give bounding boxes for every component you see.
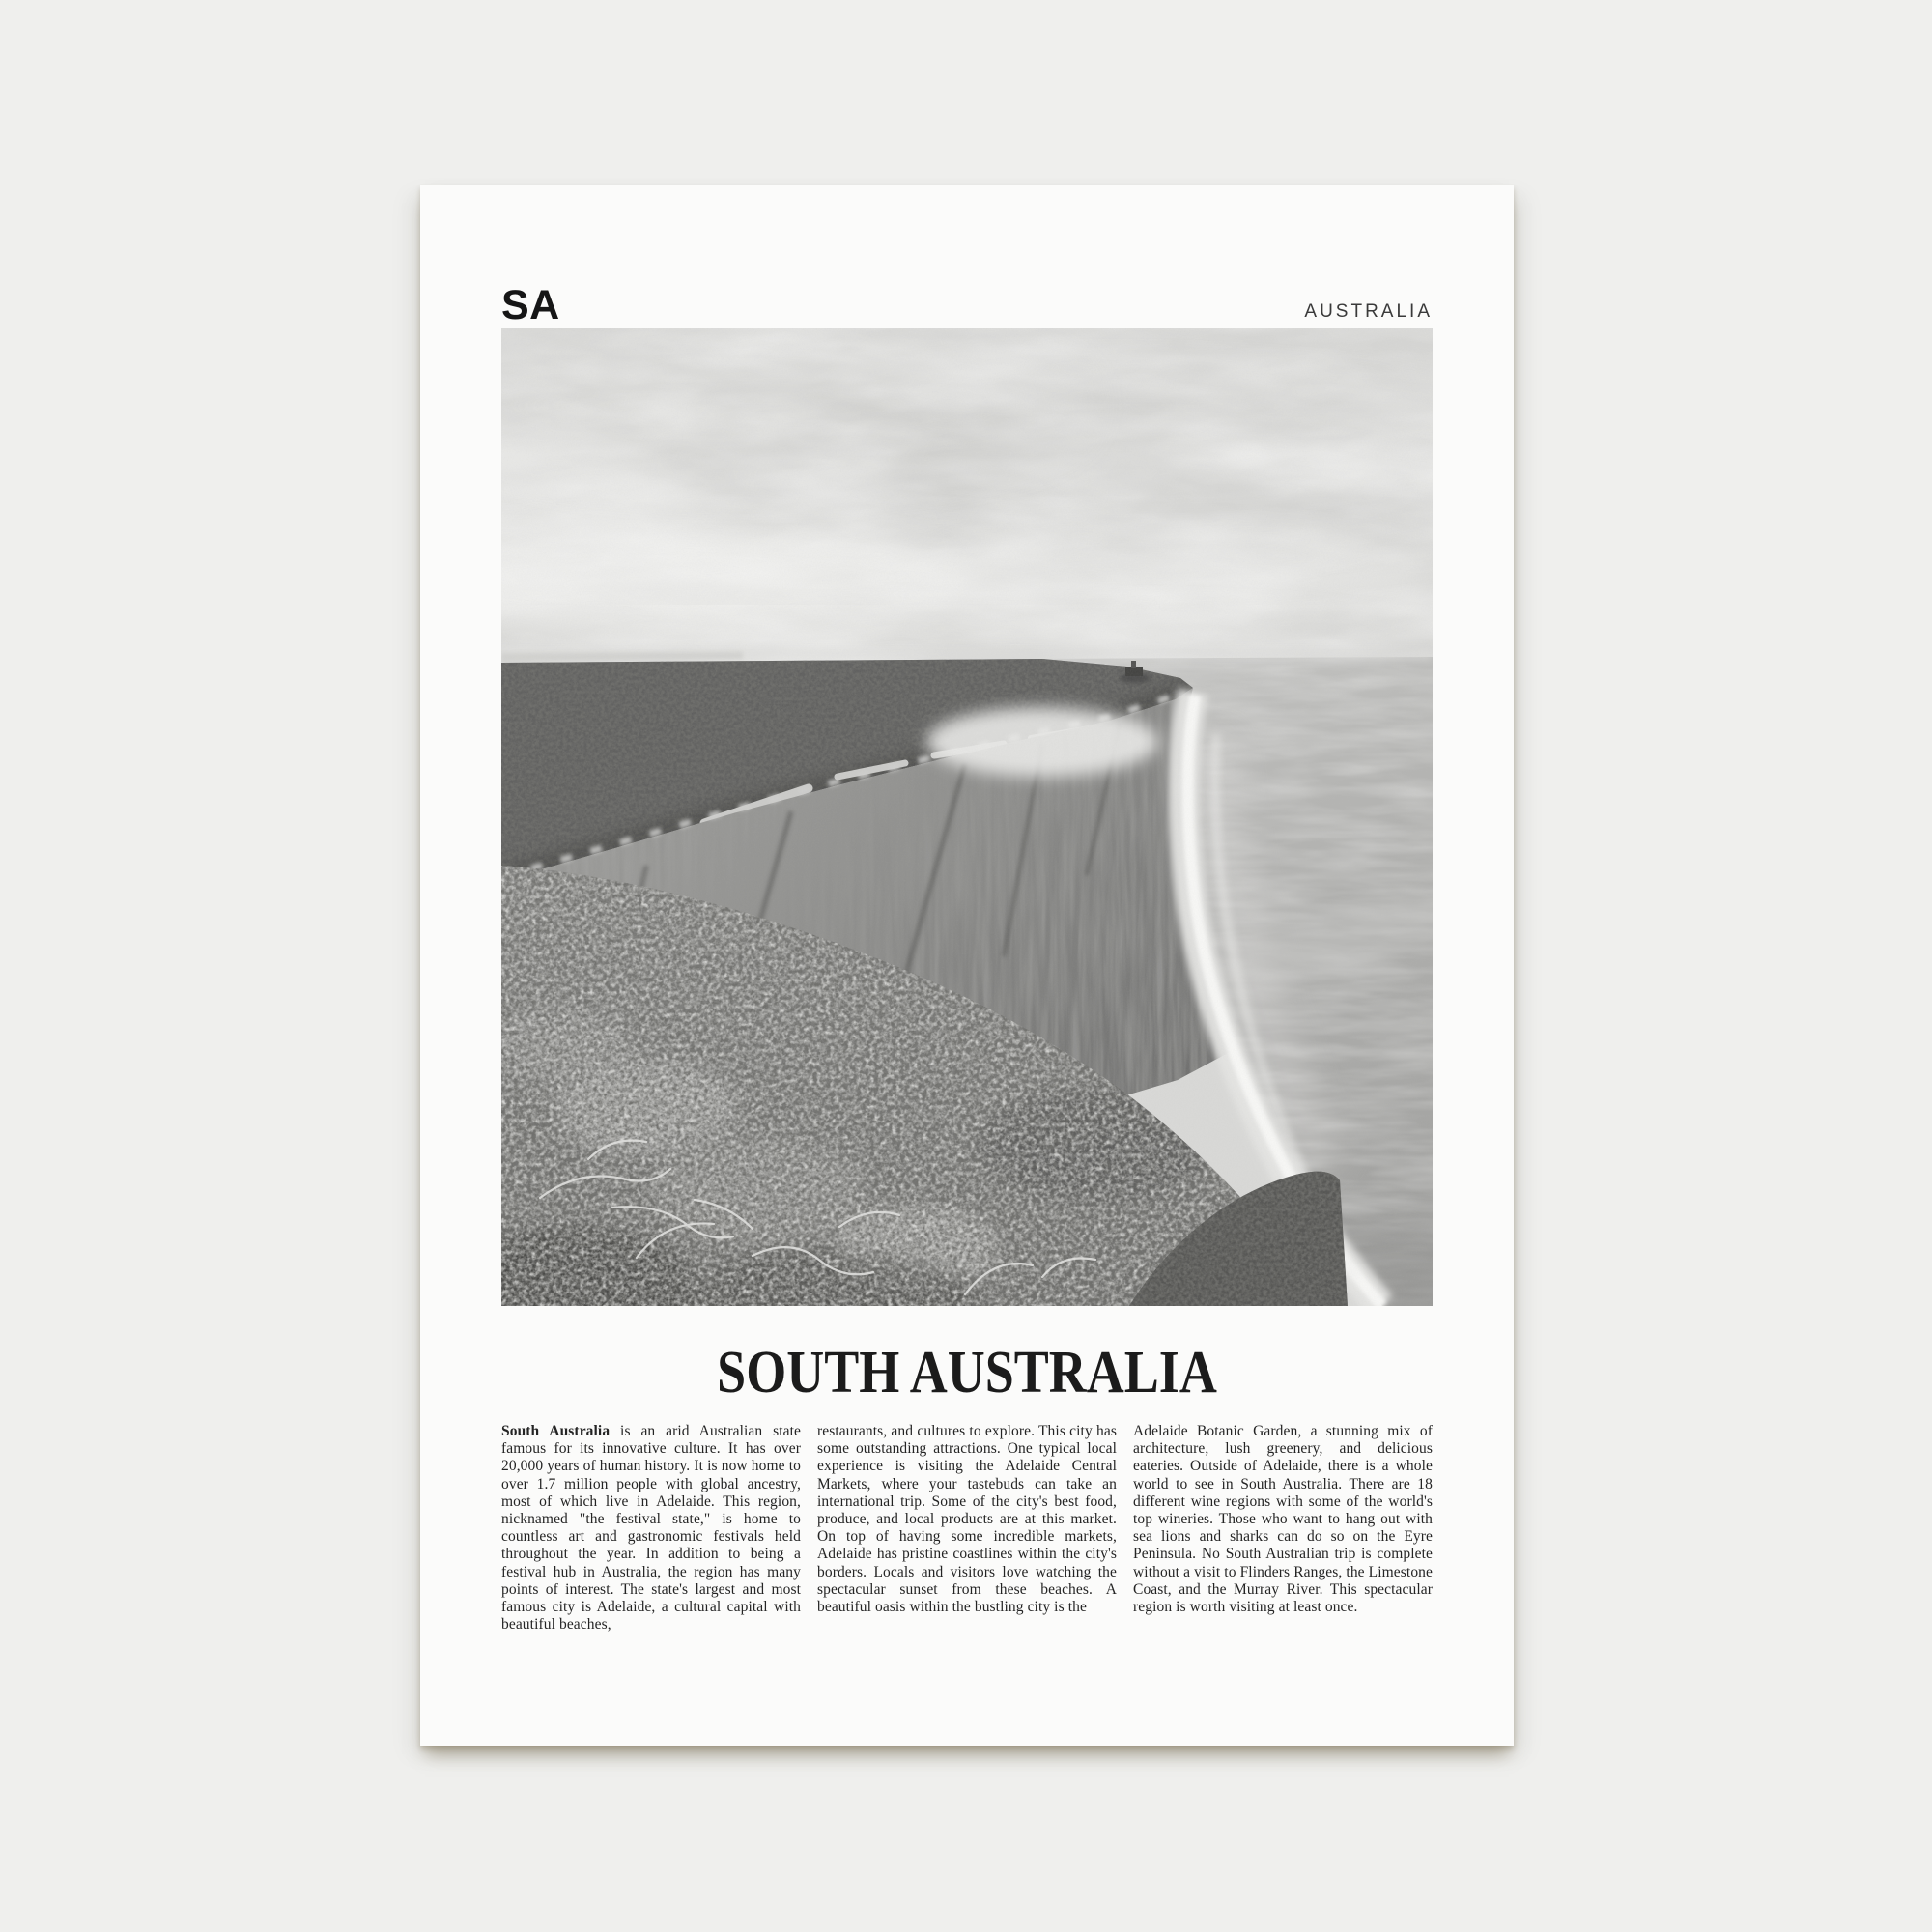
country-label: AUSTRALIA <box>1304 301 1433 322</box>
body-column-2: restaurants, and cultures to explore. This city has some outstanding attractions. One typical local experience is visiting the Adelaide Central Markets, where your tastebuds can take an international trip. Some of the city's best food, produce, and local products are at this market. On top of having some incredible markets, Adelaide has pristine coastlines within the city's borders. Locals and visitors love watching the spectacular sunset from these beaches. A beautiful oasis within the bustling city is the <box>817 1423 1117 1616</box>
body-lead-bold: South Australia <box>501 1423 611 1439</box>
state-abbreviation-label: SA <box>501 282 560 328</box>
travel-poster <box>420 185 1514 1746</box>
poster-header <box>501 282 1433 327</box>
body-column-1 <box>501 1423 801 1634</box>
body-text <box>501 1423 1433 1634</box>
poster-title: SOUTH AUSTRALIA <box>717 1338 1217 1406</box>
coastal-cliff-photo <box>501 328 1433 1306</box>
body-column-1-text: is an arid Australian state famous for its innovative culture. It has over 20,000 years of human history. It is now home to over 1.7 million people with global ancestry, most of which live in Adelaide. This region, nicknamed "the festival state," is home to countless art and gastronomic festivals held throughout the year. In addition to being a festival hub in Australia, the region has many points of interest. The state's largest and most famous city is Adelaide, a cultural capital with beautiful beaches, <box>501 1423 801 1634</box>
body-column-3: Adelaide Botanic Garden, a stunning mix of architecture, lush greenery, and delicious eateries. Outside of Adelaide, there is a whole world to see in South Australia. There are 18 different wine regions with some of the world's top wineries. Those who want to hang out with sea lions and sharks can do so on the Eyre Peninsula. No South Australian trip is complete without a visit to Flinders Ranges, the Limestone Coast, and the Murray River. This spectacular region is worth visiting at least once. <box>1133 1423 1433 1616</box>
